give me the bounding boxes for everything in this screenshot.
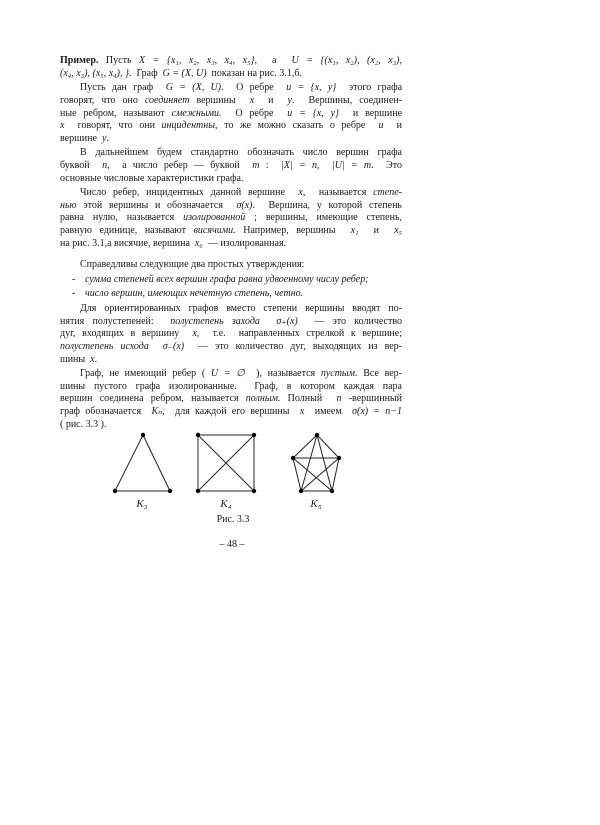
text-segment: Все вер-: [357, 368, 403, 379]
text-segment: Полный: [280, 393, 337, 404]
text-segment: В дальнейшем будем стандартно обозначать число вершин графа: [80, 147, 402, 158]
text-segment: О ребре: [221, 108, 288, 119]
text-segment: -вершинный: [341, 393, 402, 404]
math-expression: x₁: [350, 225, 359, 236]
text-segment: — изолированная.: [202, 238, 287, 249]
text-segment: :: [259, 160, 282, 171]
label-k5: K₅: [310, 498, 322, 510]
math-expression: G = (X, U): [165, 82, 222, 93]
emphasized-term: пустым.: [320, 368, 358, 379]
text-segment: — это количество дуг, выходящих из вер-: [184, 341, 403, 352]
emphasized-term: полустепень захода: [170, 316, 260, 327]
graph-vertex: [337, 456, 341, 460]
math-expression: u = {x, y}: [287, 108, 340, 119]
graph-k3: [113, 433, 172, 493]
text-segment: , а число ребер — буквой: [107, 160, 253, 171]
math-expression: |X| = n, |U| = m: [281, 160, 372, 171]
text-segment: на рис. 3.1,а висячие, вершина: [60, 238, 195, 249]
graph-edge: [115, 435, 143, 491]
math-expression: x: [192, 328, 197, 339]
bullet-dash: -: [72, 274, 76, 285]
graph-vertex: [291, 456, 295, 460]
math-expression: σ₊(x): [276, 316, 298, 327]
page-number: – 48 –: [219, 539, 245, 550]
text-segment: Число ребер, инцидентных данной вершине: [80, 187, 299, 198]
math-expression: U = ∅: [210, 368, 245, 379]
text-segment: ; вершины, имеющие степень,: [245, 212, 403, 223]
text-segment: . Вершины, соединен-: [291, 95, 402, 106]
figure-caption: Рис. 3.3: [216, 514, 250, 525]
text-segment: и: [383, 120, 402, 131]
text-segment: . Вершина, у которой степень: [252, 200, 402, 211]
text-segment: ные ребром, называют: [60, 108, 172, 119]
text-segment: нятия полустепеней:: [60, 316, 171, 327]
math-expression: x: [299, 406, 305, 417]
text-segment: этого графа: [336, 82, 403, 93]
math-expression: x: [249, 95, 255, 106]
emphasized-term: полным.: [245, 393, 281, 404]
emphasized-term: полустепень исхода: [60, 341, 149, 352]
emphasized-term: нью: [60, 200, 77, 211]
text-segment: вершины: [189, 95, 250, 106]
math-expression: σ₋(x): [162, 341, 185, 352]
math-expression: Kₙ: [151, 406, 163, 417]
text-segment: ( рис. 3.3 ).: [60, 419, 107, 430]
bullet-dash: -: [72, 288, 76, 299]
math-expression: (x₄, x₃), (x₅, x₄), }: [60, 68, 129, 79]
math-expression: G = (X, U): [162, 68, 207, 79]
math-expression: y: [287, 95, 292, 106]
text-segment: и: [358, 225, 395, 236]
graph-vertex: [168, 489, 172, 493]
graph-vertex: [252, 433, 256, 437]
text-segment: то же можно сказать о ребре: [217, 120, 379, 131]
math-expression: n: [336, 393, 342, 404]
graph-k5: [291, 433, 341, 493]
emphasized-term: инцидентны,: [161, 120, 218, 131]
graph-vertex: [315, 433, 319, 437]
graph-vertex: [196, 433, 200, 437]
graph-vertex: [113, 489, 117, 493]
text-segment: Граф, не имеющий ребер (: [80, 368, 211, 379]
text-segment: шины: [60, 354, 91, 365]
bold-heading: Пример.: [60, 55, 99, 66]
text-segment: граф обозначается: [60, 406, 152, 417]
text-segment: вершин соединена ребром, называется: [60, 393, 246, 404]
graph-edge: [143, 435, 170, 491]
text-segment: . Граф: [128, 68, 163, 79]
text-segment: .: [94, 354, 98, 365]
graph-edge: [301, 435, 317, 491]
math-expression: x₅: [394, 225, 402, 236]
text-segment: говорят, что оно: [60, 95, 145, 106]
text-segment: имеем: [304, 406, 353, 417]
text-segment: — это количество: [297, 316, 402, 327]
graph-k4: [196, 433, 256, 493]
text-segment: , называется: [302, 187, 374, 198]
math-expression: σ(x): [236, 200, 253, 211]
math-expression: x: [298, 187, 303, 198]
text-segment: Например, вершины: [235, 225, 351, 236]
graph-vertex: [252, 489, 256, 493]
text-segment: и вершине: [339, 108, 403, 119]
emphasized-term: изолированной: [183, 212, 246, 223]
math-expression: y: [101, 133, 107, 144]
emphasized-term: степе-: [373, 187, 402, 198]
text-segment: вершине: [60, 133, 102, 144]
text-segment: и: [254, 95, 288, 106]
text-segment: .: [106, 133, 109, 144]
text-segment: ), называется: [244, 368, 321, 379]
math-expression: m: [252, 160, 260, 171]
graph-vertex: [141, 433, 145, 437]
text-segment: . О ребре: [221, 82, 287, 93]
math-expression: σ(x) = n−1: [352, 406, 403, 417]
math-expression: x: [60, 120, 65, 131]
text-segment: равную единице, называют: [60, 225, 194, 236]
math-expression: x₆: [194, 238, 203, 249]
label-k4: K₄: [220, 498, 232, 510]
text-segment: этой вершины и обозначается: [76, 200, 237, 211]
text-segment: , для каждой его вершины: [162, 406, 300, 417]
math-expression: u = {x, y}: [286, 82, 337, 93]
text-segment: основные числовые характеристики графа.: [60, 173, 244, 184]
emphasized-term: соединяет: [144, 95, 190, 106]
emphasized-term: сумма степеней всех вершин графа равна удвоенному числу ребер;: [85, 274, 369, 285]
label-k3: K₃: [136, 498, 148, 510]
math-expression: n: [102, 160, 108, 171]
text-segment: . Это: [371, 160, 403, 171]
text-segment: Для ориентированных графов вместо степени вершины вводят по-: [80, 303, 402, 314]
math-expression: x: [90, 354, 95, 365]
emphasized-term: смежными.: [171, 108, 222, 119]
graph-vertex: [330, 489, 334, 493]
text-segment: говорят, что они: [64, 120, 162, 131]
math-expression: u: [378, 120, 384, 131]
text-segment: Пусть: [98, 55, 140, 66]
text-segment: Справедливы следующие два простых утверждения:: [80, 259, 305, 270]
text-segment: шины пустого графа изолированные. Граф, в котором каждая пара: [60, 381, 402, 392]
math-expression: X = {x₁, x₂, x₃, x₄, x₅}: [139, 55, 255, 66]
text-segment: , а: [254, 55, 292, 66]
graph-edge: [293, 458, 332, 491]
text-segment: буквой: [60, 160, 103, 171]
graph-edge: [293, 458, 301, 491]
text-segment: дуг, входящих в вершину: [60, 328, 193, 339]
graph-vertex: [299, 489, 303, 493]
emphasized-term: висячими.: [193, 225, 236, 236]
emphasized-term: число вершин, имеющих нечетную степень, четно.: [85, 288, 304, 299]
text-segment: , т.е. направленных стрелкой к вершине;: [196, 328, 402, 339]
text-segment: Пусть дан граф: [80, 82, 166, 93]
text-segment: показан на рис. 3.1,б.: [206, 68, 302, 79]
math-expression: U = {(x₁, x₂), (x₂, x₃),: [291, 55, 402, 66]
graph-vertex: [196, 489, 200, 493]
text-segment: равна нулю, называется: [60, 212, 184, 223]
